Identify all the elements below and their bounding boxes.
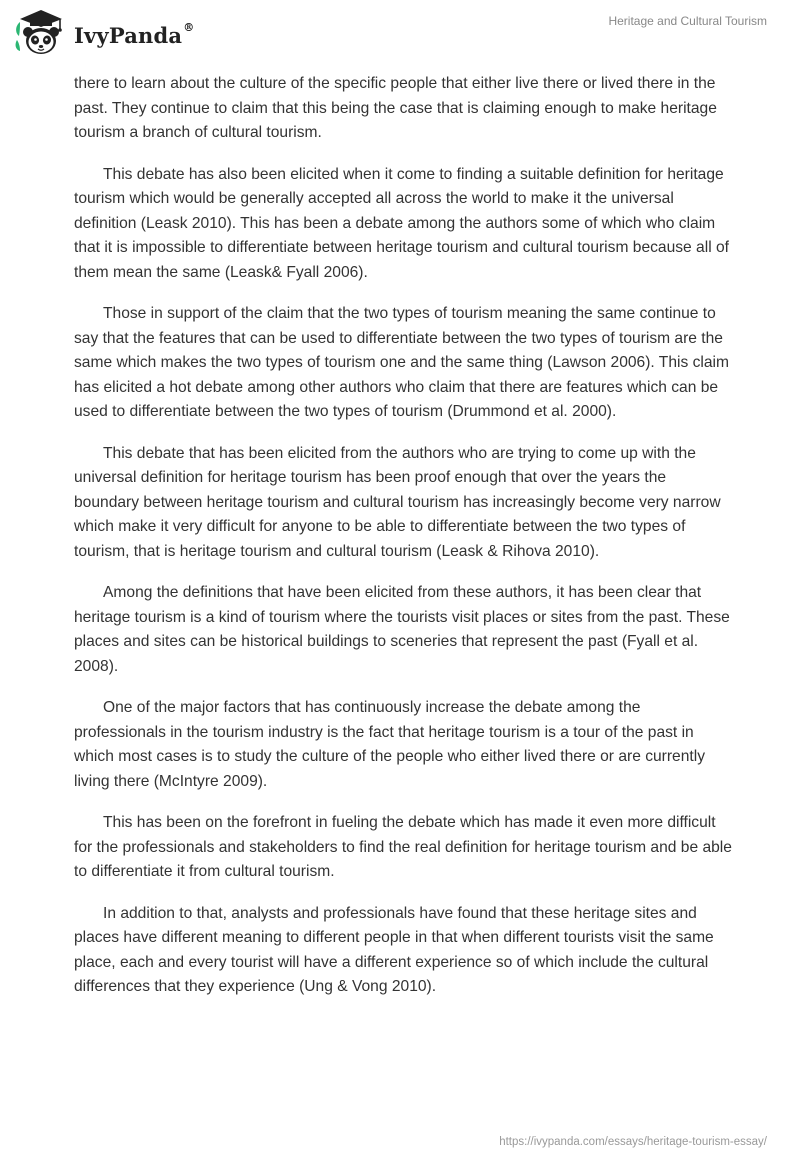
logo-name: IvyPanda xyxy=(74,22,183,48)
paragraph: One of the major factors that has continuously increase the debate among the professionals in the tourism industry is the fact that heritage tourism is a tour of the past in which most cases is to study the culture of the people who either lived there or are currently living there (McIntyre 2009). xyxy=(74,699,705,790)
source-url-link[interactable]: https://ivypanda.com/essays/heritage-tourism-essay/ xyxy=(499,1136,767,1148)
paragraph: This debate has also been elicited when it come to finding a suitable definition for heritage tourism which would be generally accepted all across the world to make it the universal definition (Leask 2010). This has been a debate among the authors some of which who claim that it is impossible to differentiate between heritage tourism and cultural tourism because all of them mean the same (Leask& Fyall 2006). xyxy=(74,165,729,281)
page-header xyxy=(0,0,800,70)
paragraph: Among the definitions that have been elicited from these authors, it has been clear that heritage tourism is a kind of tourism where the tourists visit places or sites from the past. These places and sites can be historical buildings to sceneries that represent the past (Fyall et al. 2008). xyxy=(74,584,730,675)
document-title: Heritage and Cultural Tourism xyxy=(608,14,767,28)
logo-wordmark xyxy=(74,20,195,48)
paragraph: This has been on the forefront in fueling the debate which has made it even more difficult for the professionals and stakeholders to find the real definition for heritage tourism and be able to differentiate it from cultural tourism. xyxy=(74,814,732,880)
paragraph: Those in support of the claim that the two types of tourism meaning the same continue to say that the features that can be used to differentiate between the two types of tourism are the same which makes the two types of tourism one and the same thing (Lawson 2006). This claim has elicited a hot debate among other authors who claim that there are features which can be used to differentiate between the two types of tourism (Drummond et al. 2000). xyxy=(74,305,729,420)
paragraph: In addition to that, analysts and professionals have found that these heritage sites and places have different meaning to different people in that when different tourists visit the same place, each and every tourist will have a different experience so of which include the cultural differences that they experience (Ung & Vong 2010). xyxy=(74,904,714,995)
logo-registered-mark: ® xyxy=(183,20,195,34)
essay-body xyxy=(74,72,734,1017)
ivypanda-logo[interactable] xyxy=(14,8,194,58)
paragraph: there to learn about the culture of the specific people that either live there or lived there in the past. They continue to claim that this being the case that is claiming enough to make heritage tourism a branch of cultural tourism. xyxy=(74,75,717,141)
paragraph: This debate that has been elicited from the authors who are trying to come up with the universal definition for heritage tourism has been proof enough that over the years the boundary between heritage tourism and cultural tourism has increasingly become very narrow which make it very difficult for anyone to be able to differentiate between the two types of tourism, that is heritage tourism and cultural tourism (Leask & Rihova 2010). xyxy=(74,444,721,560)
panda-graduate-logo-icon xyxy=(14,8,68,58)
